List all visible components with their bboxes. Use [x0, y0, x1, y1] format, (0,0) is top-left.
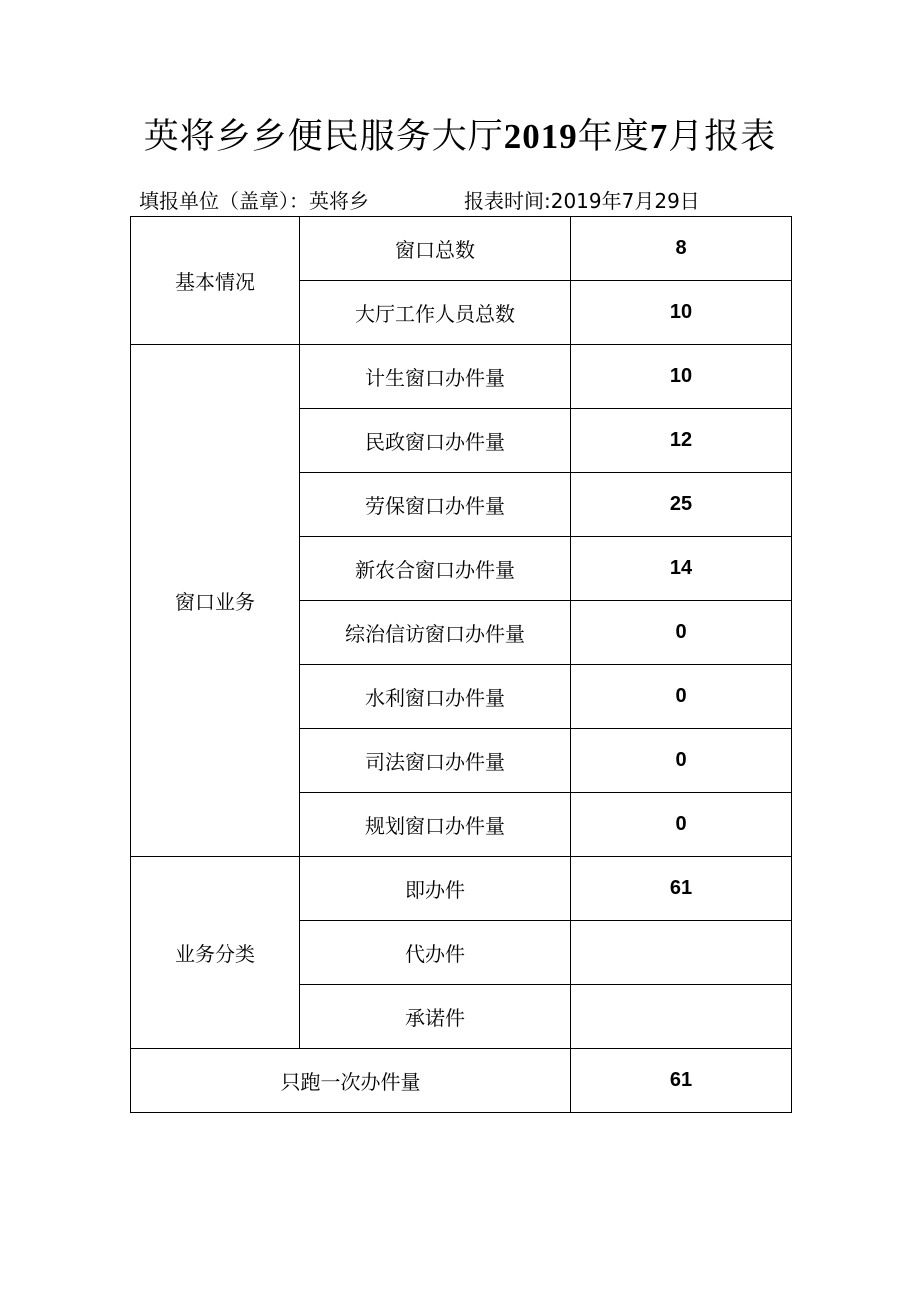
page-title [0, 112, 920, 162]
row-value: 10 [571, 281, 792, 345]
row-label: 即办件 [300, 857, 571, 921]
title-mid: 年度 [577, 117, 650, 157]
row-label: 计生窗口办件量 [300, 345, 571, 409]
report-time: 报表时间:2019年7月29日 [464, 189, 700, 213]
title-month: 7 [649, 117, 669, 156]
row-value: 8 [571, 217, 792, 281]
row-label: 综治信访窗口办件量 [300, 601, 571, 665]
row-value: 0 [571, 665, 792, 729]
reporting-unit: 填报单位（盖章）：英将乡 [139, 189, 369, 213]
row-value: 0 [571, 601, 792, 665]
row-label: 新农合窗口办件量 [300, 537, 571, 601]
row-value: 0 [571, 793, 792, 857]
table-row [131, 217, 792, 281]
row-value [571, 921, 792, 985]
group-basic: 基本情况 [131, 217, 300, 345]
title-suffix: 月报表 [668, 117, 777, 157]
row-label: 劳保窗口办件量 [300, 473, 571, 537]
title-prefix: 英将乡乡便民服务大厅 [143, 117, 504, 157]
row-value: 61 [571, 857, 792, 921]
row-value: 14 [571, 537, 792, 601]
table-row-footer [131, 1049, 792, 1113]
footer-label: 只跑一次办件量 [131, 1049, 571, 1113]
row-label: 大厅工作人员总数 [300, 281, 571, 345]
row-label: 水利窗口办件量 [300, 665, 571, 729]
row-value: 10 [571, 345, 792, 409]
row-label: 窗口总数 [300, 217, 571, 281]
group-category: 业务分类 [131, 857, 300, 1049]
row-label: 代办件 [300, 921, 571, 985]
row-label: 民政窗口办件量 [300, 409, 571, 473]
report-table [130, 216, 792, 1113]
row-value [571, 985, 792, 1049]
row-value: 25 [571, 473, 792, 537]
row-label: 规划窗口办件量 [300, 793, 571, 857]
row-label: 司法窗口办件量 [300, 729, 571, 793]
row-label: 承诺件 [300, 985, 571, 1049]
report-meta [139, 186, 700, 216]
footer-value: 61 [571, 1049, 792, 1113]
title-year: 2019 [503, 117, 578, 156]
table-row [131, 345, 792, 409]
group-window: 窗口业务 [131, 345, 300, 857]
row-value: 12 [571, 409, 792, 473]
table-row [131, 857, 792, 921]
row-value: 0 [571, 729, 792, 793]
